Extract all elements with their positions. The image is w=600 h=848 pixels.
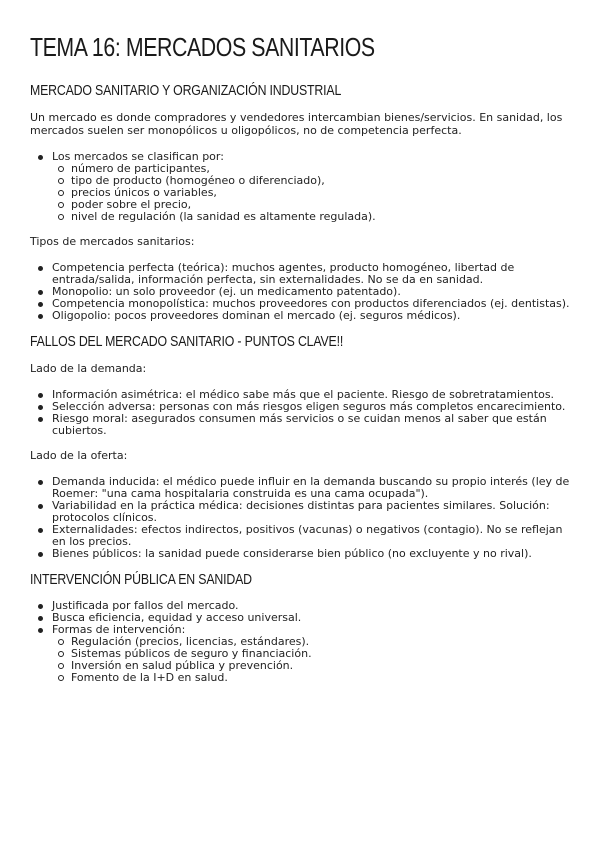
list-item: Fomento de la I+D en salud. [71,672,570,684]
list-item: Riesgo moral: asegurados consumen más servicios o se cuidan menos al saber que están cubiertos. [52,413,570,437]
intro-paragraph: Un mercado es donde compradores y vendedores intercambian bienes/servicios. En sanidad, los mercados suelen ser monopólicos u oligopólicos, no de competencia perfecta. [30,111,563,137]
list-item: Busca eficiencia, equidad y acceso universal. [52,612,570,624]
supply-list [30,476,570,560]
list-item: Monopolio: un solo proveedor (ej. un medicamento patentado). [52,286,570,298]
list-item: poder sobre el precio, [71,199,570,211]
list-item: Inversión en salud pública y prevención. [71,660,570,672]
list-item: Externalidades: efectos indirectos, positivos (vacunas) o negativos (contagio). No se reflejan en los precios. [52,524,570,548]
list-item: Variabilidad en la práctica médica: decisiones distintas para pacientes similares. Solución: protocolos clínicos. [52,500,570,524]
section-heading-fallos: FALLOS DEL MERCADO SANITARIO - PUNTOS CLAVE!! [30,334,344,350]
list-item [52,624,570,684]
list-item: Información asimétrica: el médico sabe más que el paciente. Riesgo de sobretratamientos. [52,389,570,401]
section-heading-mercado: MERCADO SANITARIO Y ORGANIZACIÓN INDUSTRIAL [30,83,342,99]
forms-sublist [52,636,570,684]
forms-label: Formas de intervención: [52,623,186,636]
list-item: tipo de producto (homogéneo o diferenciado), [71,175,570,187]
list-item: Competencia perfecta (teórica): muchos agentes, producto homogéneo, libertad de entrada/salida, información perfecta, sin externalidades. No se da en sanidad. [52,262,570,286]
classify-label: Los mercados se clasifican por: [52,150,224,163]
list-item: Oligopolio: pocos proveedores dominan el mercado (ej. seguros médicos). [52,310,570,322]
classification-sublist [52,163,570,223]
demand-label: Lado de la demanda: [30,362,147,375]
list-item: Selección adversa: personas con más riesgos eligen seguros más completos encarecimiento. [52,401,570,413]
list-item: nivel de regulación (la sanidad es altamente regulada). [71,211,570,223]
list-item: Demanda inducida: el médico puede influir en la demanda buscando su propio interés (ley de Roemer: "una cama hospitalaria construida es una cama ocupada"). [52,475,570,500]
list-item: número de participantes, [71,163,570,175]
list-item: precios únicos o variables, [71,187,570,199]
list-item: Competencia monopolística: muchos proveedores con productos diferenciados (ej. dentistas). [52,297,570,310]
classification-list [30,151,570,223]
list-item: Sistemas públicos de seguro y financiación. [71,648,570,660]
supply-label: Lado de la oferta: [30,449,128,462]
page-title: TEMA 16: MERCADOS SANITARIOS [30,32,375,62]
list-item [52,151,570,223]
list-item: Bienes públicos: la sanidad puede considerarse bien público (no excluyente y no rival). [52,548,570,560]
types-label: Tipos de mercados sanitarios: [30,235,195,248]
list-item: Justificada por fallos del mercado. [52,600,570,612]
demand-list [30,389,570,437]
intervention-list [30,600,570,684]
types-list [30,262,570,322]
list-item: Regulación (precios, licencias, estándares). [71,636,570,648]
section-heading-intervencion: INTERVENCIÓN PÚBLICA EN SANIDAD [30,572,252,588]
